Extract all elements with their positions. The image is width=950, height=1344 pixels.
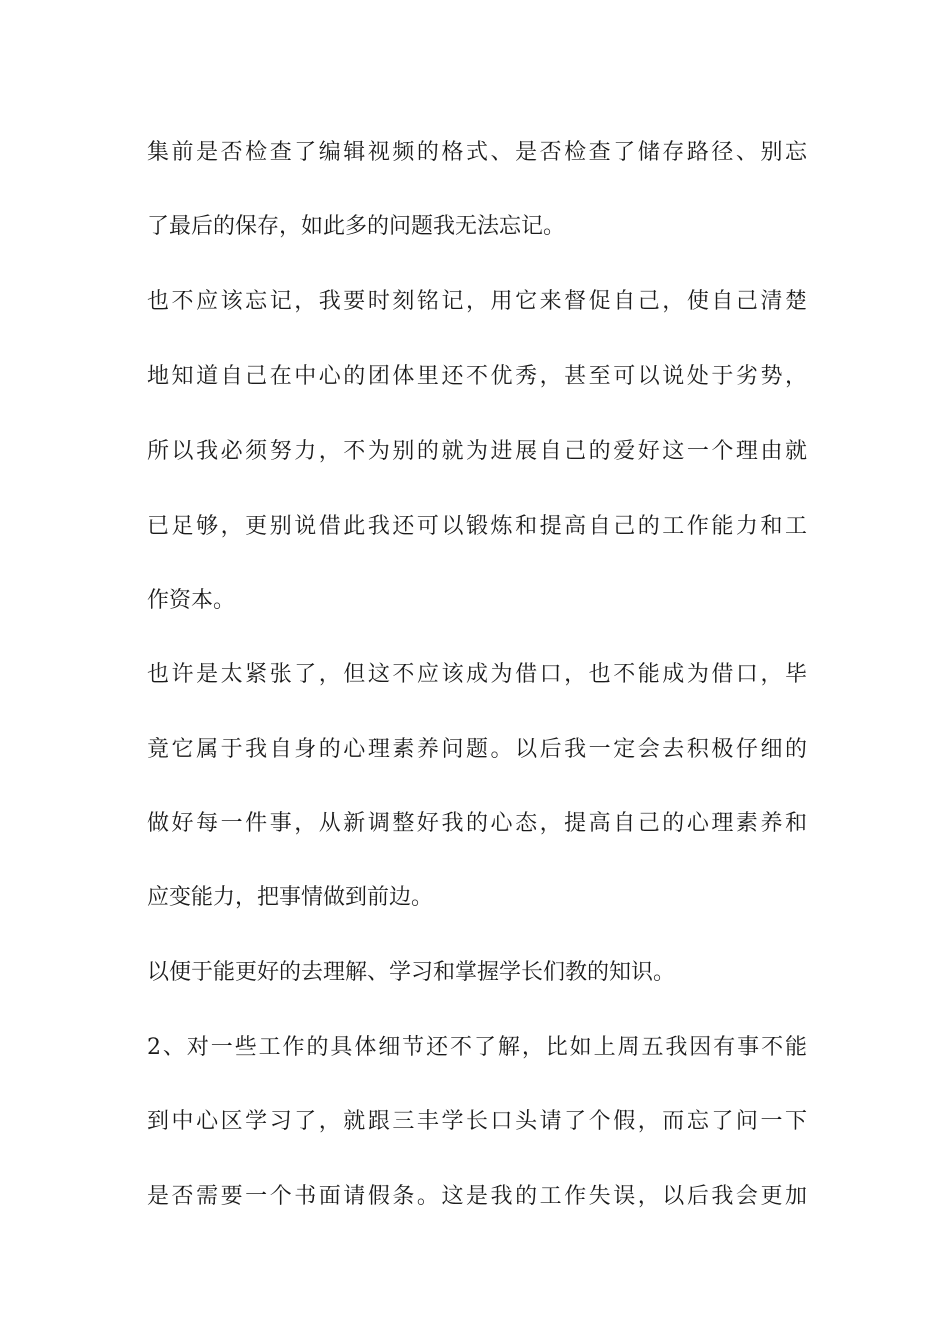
text-line: 2、对一些工作的具体细节还不了解，比如上周五我因有事不能 <box>147 1035 807 1060</box>
text-line: 了最后的保存，如此多的问题我无法忘记。 <box>147 214 566 239</box>
text-line: 竟它属于我自身的心理素养问题。以后我一定会去积极仔细的 <box>147 737 807 762</box>
text-line: 地知道自己在中心的团体里还不优秀，甚至可以说处于劣势， <box>147 364 807 389</box>
text-line: 所以我必须努力，不为别的就为进展自己的爱好这一个理由就 <box>147 439 807 464</box>
text-line: 已足够，更别说借此我还可以锻炼和提高自己的工作能力和工 <box>147 514 807 539</box>
text-line: 到中心区学习了，就跟三丰学长口头请了个假，而忘了问一下 <box>147 1109 807 1134</box>
text-line: 集前是否检查了编辑视频的格式、是否检查了储存路径、别忘 <box>147 140 807 165</box>
text-line: 作资本。 <box>147 588 236 613</box>
text-line: 做好每一件事，从新调整好我的心态，提高自己的心理素养和 <box>147 811 807 836</box>
text-line: 也许是太紧张了，但这不应该成为借口，也不能成为借口，毕 <box>147 662 807 687</box>
text-line: 也不应该忘记，我要时刻铭记，用它来督促自己，使自己清楚 <box>147 289 807 314</box>
text-line: 是否需要一个书面请假条。这是我的工作失误，以后我会更加 <box>147 1184 807 1209</box>
text-line: 以便于能更好的去理解、学习和掌握学长们教的知识。 <box>147 960 676 985</box>
text-line: 应变能力，把事情做到前边。 <box>147 885 434 910</box>
